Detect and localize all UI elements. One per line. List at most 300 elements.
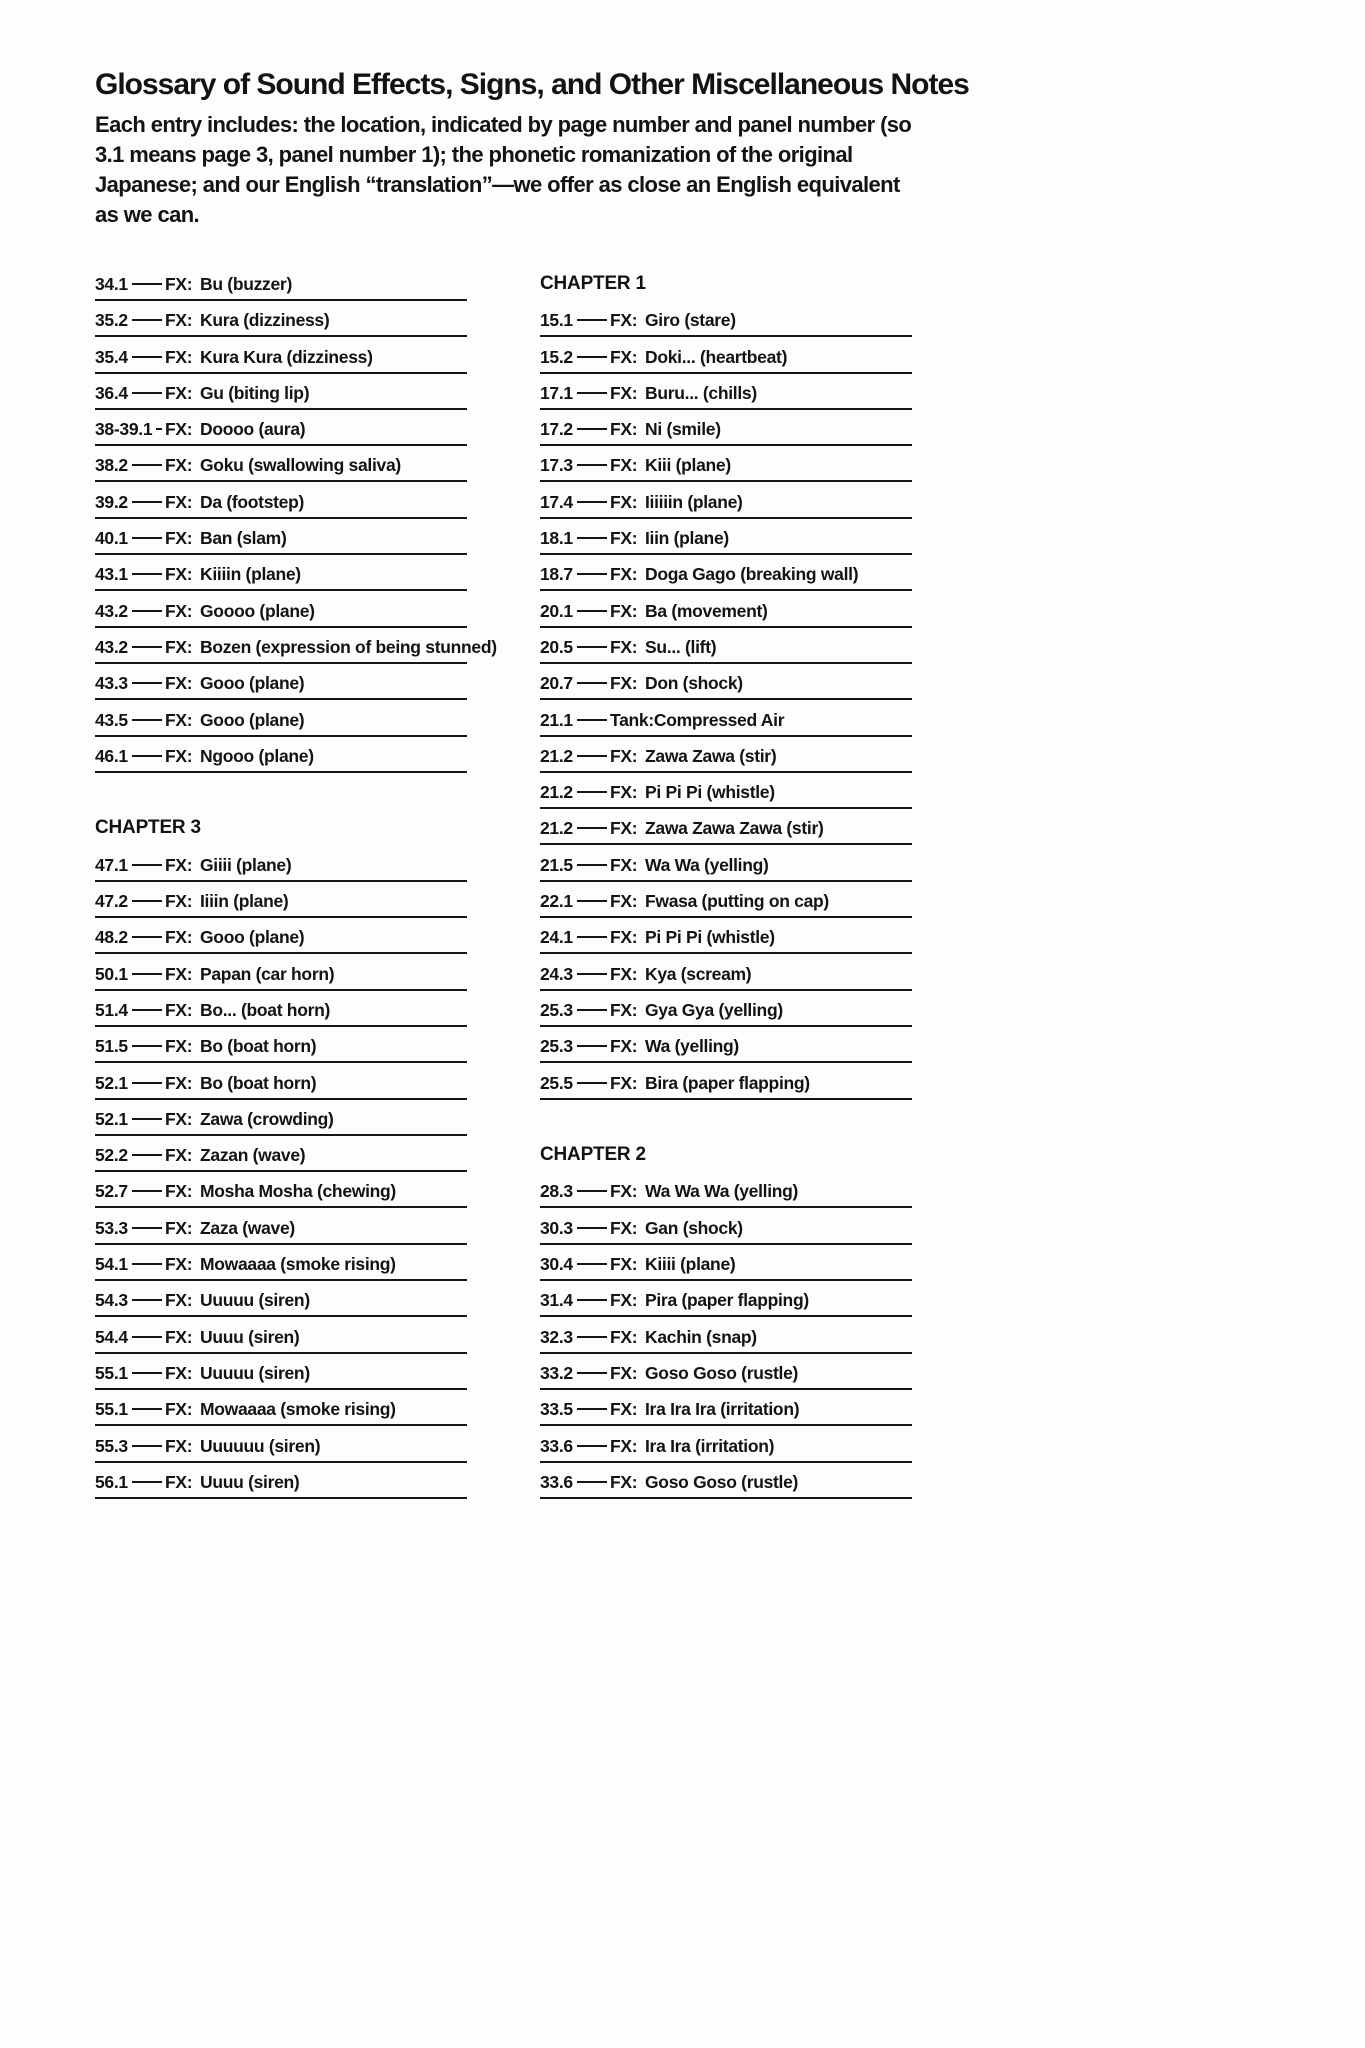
glossary-entry: [95, 1472, 467, 1508]
entry-location: 55.3: [95, 1435, 128, 1456]
entry-row: [95, 347, 467, 367]
entry-underline: [540, 1061, 912, 1063]
entry-location-group: [540, 528, 610, 548]
entry-row: [540, 855, 912, 875]
entry-label: FX:: [610, 999, 638, 1020]
dash-line: [577, 1045, 607, 1047]
entry-location-group: [95, 673, 165, 693]
entry-underline: [95, 1206, 467, 1208]
entry-row: [540, 637, 912, 657]
glossary-entry: [540, 782, 912, 818]
entry-location: 52.7: [95, 1181, 128, 1202]
glossary-entry: [540, 1327, 912, 1363]
entry-location-group: [95, 492, 165, 512]
glossary-entry: [540, 492, 912, 528]
entry-location: 20.5: [540, 636, 573, 657]
entry-underline: [95, 1279, 467, 1281]
dash-line: [132, 719, 162, 721]
dash-line: [577, 537, 607, 539]
entry-underline: [95, 1243, 467, 1245]
entry-label: FX:: [610, 1181, 638, 1202]
entry-underline: [540, 444, 912, 446]
entry-location: 20.7: [540, 673, 573, 694]
entry-text: Ira Ira Ira (irritation): [645, 1399, 800, 1420]
dash-line: [132, 1481, 162, 1483]
entry-underline: [540, 372, 912, 374]
entry-text: Goso Goso (rustle): [645, 1362, 799, 1383]
entry-label: FX:: [165, 455, 193, 476]
entry-text: Gooo (plane): [200, 709, 305, 730]
entry-label: FX:: [610, 1399, 638, 1420]
entry-text: Pi Pi Pi (whistle): [645, 927, 775, 948]
entry-row: [540, 1073, 912, 1093]
entry-location: 21.5: [540, 854, 573, 875]
glossary-entry: [540, 601, 912, 637]
entry-text: Bo (boat horn): [200, 1036, 317, 1057]
entry-list: [95, 274, 497, 782]
entry-location: 50.1: [95, 963, 128, 984]
entry-label: FX:: [610, 528, 638, 549]
entry-location-group: [95, 528, 165, 548]
entry-row: [95, 601, 467, 621]
entry-label: FX:: [165, 1471, 193, 1492]
entry-location-group: [95, 1109, 165, 1129]
entry-text: Bu (buzzer): [200, 274, 292, 294]
entry-label: FX:: [610, 1362, 638, 1383]
entry-underline: [540, 589, 912, 591]
entry-label: FX:: [610, 1290, 638, 1311]
dash-line: [577, 1372, 607, 1374]
glossary-entry: [540, 455, 912, 491]
entry-text: Pi Pi Pi (whistle): [645, 782, 775, 803]
entry-label: FX:: [610, 382, 638, 403]
entry-label: FX:: [165, 1072, 193, 1093]
entry-label: FX:: [165, 1108, 193, 1129]
entry-underline: [540, 1025, 912, 1027]
entry-row: [95, 310, 467, 330]
entry-label: FX:: [165, 636, 193, 657]
entry-underline: [95, 735, 467, 737]
entry-location: 25.5: [540, 1072, 573, 1093]
entry-location-group: [540, 673, 610, 693]
entry-location-group: [95, 1327, 165, 1347]
glossary-entry: [95, 891, 467, 927]
entry-label: FX:: [610, 927, 638, 948]
entry-location: 43.2: [95, 636, 128, 657]
entry-location-group: [95, 1472, 165, 1492]
entry-location: 54.3: [95, 1290, 128, 1311]
chapter-heading: CHAPTER 1: [540, 273, 646, 294]
entry-text: Iiiiiin (plane): [645, 491, 743, 512]
entry-location: 21.2: [540, 782, 573, 803]
entry-location-group: [540, 927, 610, 947]
entry-underline: [95, 1461, 467, 1463]
entry-location: 40.1: [95, 528, 128, 549]
entry-location: 51.5: [95, 1036, 128, 1057]
entry-location-group: [540, 601, 610, 621]
dash-line: [577, 1082, 607, 1084]
dash-line: [132, 392, 162, 394]
entry-row: [95, 1181, 467, 1201]
entry-location: 38.2: [95, 455, 128, 476]
entry-label: Tank:: [610, 709, 654, 730]
entry-location: 55.1: [95, 1399, 128, 1420]
dash-line: [577, 864, 607, 866]
dash-line: [577, 1445, 607, 1447]
entry-underline: [95, 480, 467, 482]
dash-line: [132, 501, 162, 503]
glossary-entry: [95, 528, 467, 564]
entry-row: [95, 1254, 467, 1274]
entry-label: FX:: [610, 600, 638, 621]
dash-line: [577, 755, 607, 757]
entry-list: [540, 310, 912, 1109]
entry-label: FX:: [165, 745, 193, 766]
entry-text: Ni (smile): [645, 419, 721, 440]
entry-row: [540, 818, 912, 838]
glossary-entry: [95, 1327, 467, 1363]
glossary-section: [540, 1145, 912, 1508]
dash-line: [132, 283, 162, 285]
entry-text: Wa Wa (yelling): [645, 854, 769, 875]
entry-underline: [95, 444, 467, 446]
entry-label: FX:: [165, 673, 193, 694]
dash-line: [132, 573, 162, 575]
entry-underline: [540, 408, 912, 410]
entry-text: Pira (paper flapping): [645, 1290, 809, 1311]
entry-underline: [540, 698, 912, 700]
entry-text: Zawa Zawa (stir): [645, 745, 777, 766]
entry-underline: [540, 735, 912, 737]
dash-line: [577, 1263, 607, 1265]
entry-underline: [540, 1206, 912, 1208]
entry-location-group: [540, 1218, 610, 1238]
entry-row: [95, 383, 467, 403]
glossary-entry: [540, 1290, 912, 1326]
entry-text: Giro (stare): [645, 310, 736, 331]
entry-underline: [540, 771, 912, 773]
entry-location-group: [95, 347, 165, 367]
entry-label: FX:: [610, 963, 638, 984]
entry-underline: [540, 1424, 912, 1426]
glossary-entry: [540, 637, 912, 673]
entry-underline: [95, 1315, 467, 1317]
entry-location-group: [540, 1036, 610, 1056]
entry-text: Uuuuuu (siren): [200, 1435, 321, 1456]
entry-location: 21.1: [540, 709, 573, 730]
entry-row: [95, 673, 467, 693]
entry-underline: [95, 1352, 467, 1354]
entry-label: FX:: [610, 782, 638, 803]
entry-underline: [540, 1352, 912, 1354]
entry-text: Wa Wa Wa (yelling): [645, 1181, 799, 1202]
glossary-entry: [95, 636, 497, 673]
dash-line: [132, 356, 162, 358]
glossary-entry: [540, 1181, 912, 1217]
entry-row: [540, 1399, 912, 1419]
entry-label: FX:: [610, 1471, 638, 1492]
entry-text: Ba (movement): [645, 600, 768, 621]
entry-text: Compressed Air: [653, 709, 785, 730]
entry-label: FX:: [610, 455, 638, 476]
dash-line: [577, 356, 607, 358]
entry-location-group: [540, 347, 610, 367]
dash-line: [577, 827, 607, 829]
entry-label: FX:: [165, 1326, 193, 1347]
entry-underline: [95, 698, 467, 700]
entry-underline: [540, 880, 912, 882]
page-title: Glossary of Sound Effects, Signs, and Other Miscellaneous Notes: [95, 68, 969, 101]
dash-line: [132, 1263, 162, 1265]
entry-location-group: [540, 964, 610, 984]
entry-row: [95, 419, 467, 439]
glossary-entry: [95, 492, 467, 528]
entry-location: 17.2: [540, 419, 573, 440]
entry-label: FX:: [165, 310, 193, 331]
entry-underline: [540, 807, 912, 809]
entry-underline: [95, 771, 467, 773]
dash-line: [577, 1299, 607, 1301]
dash-line: [577, 719, 607, 721]
entry-location-group: [540, 1399, 610, 1419]
entry-location: 46.1: [95, 745, 128, 766]
entry-location: 17.3: [540, 455, 573, 476]
glossary-entry: [95, 274, 467, 310]
entry-label: FX:: [165, 927, 193, 948]
dash-line: [577, 319, 607, 321]
entry-label: FX:: [165, 419, 193, 440]
entry-label: FX:: [165, 1181, 193, 1202]
entry-text: Goku (swallowing saliva): [200, 455, 401, 476]
entry-location-group: [540, 782, 610, 802]
entry-row: [540, 564, 912, 584]
entry-text: Goso Goso (rustle): [645, 1471, 799, 1492]
entry-location-group: [540, 637, 610, 657]
glossary-entry: [540, 927, 912, 963]
entry-location-group: [95, 1073, 165, 1093]
entry-location: 52.1: [95, 1108, 128, 1129]
entry-underline: [540, 989, 912, 991]
entry-underline: [95, 1388, 467, 1390]
entry-underline: [540, 662, 912, 664]
entry-text: Uuuuu (siren): [200, 1290, 310, 1311]
entry-location-group: [540, 818, 610, 838]
entry-row: [95, 1218, 467, 1238]
entry-text: Fwasa (putting on cap): [645, 891, 829, 912]
entry-underline: [95, 1497, 467, 1499]
entry-text: Kiiiin (plane): [200, 564, 301, 585]
entry-row: [540, 419, 912, 439]
dash-line: [577, 900, 607, 902]
entry-location: 55.1: [95, 1362, 128, 1383]
entry-row: [540, 1181, 912, 1201]
entry-row: [95, 855, 467, 875]
entry-text: Kachin (snap): [645, 1326, 757, 1347]
entry-location: 35.4: [95, 346, 128, 367]
entry-location-group: [95, 455, 165, 475]
entry-location-group: [540, 1000, 610, 1020]
entry-location-group: [540, 1327, 610, 1347]
entry-row: [95, 1000, 467, 1020]
entry-underline: [95, 880, 467, 882]
dash-line: [132, 1082, 162, 1084]
entry-location: 47.2: [95, 891, 128, 912]
dash-line: [132, 464, 162, 466]
glossary-entry: [95, 1218, 467, 1254]
entry-text: Buru... (chills): [645, 382, 757, 403]
dash-line: [577, 610, 607, 612]
entry-text: Doki... (heartbeat): [645, 346, 788, 367]
entry-text: Ira Ira (irritation): [645, 1435, 775, 1456]
dash-line: [132, 900, 162, 902]
entry-location-group: [95, 964, 165, 984]
entry-location: 30.3: [540, 1217, 573, 1238]
glossary-entry: [540, 419, 912, 455]
entry-label: FX:: [165, 963, 193, 984]
entry-row: [540, 1036, 912, 1056]
entry-location-group: [95, 1363, 165, 1383]
entry-text: Goooo (plane): [200, 600, 315, 621]
entry-location: 48.2: [95, 927, 128, 948]
entry-text: Da (footstep): [200, 491, 305, 512]
entry-location-group: [95, 927, 165, 947]
entry-row: [540, 1290, 912, 1310]
entry-location-group: [540, 1436, 610, 1456]
glossary-entry: [95, 1145, 467, 1181]
glossary-entry: [540, 855, 912, 891]
entry-row: [95, 746, 467, 766]
entry-label: FX:: [165, 382, 193, 403]
entry-text: Ngooo (plane): [200, 745, 314, 766]
entry-location: 43.3: [95, 673, 128, 694]
entry-location-group: [95, 710, 165, 730]
entry-location-group: [95, 1036, 165, 1056]
entry-row: [540, 455, 912, 475]
dash-line: [132, 537, 162, 539]
entry-text: Zazan (wave): [200, 1145, 306, 1166]
entry-text: Papan (car horn): [200, 963, 335, 984]
entry-underline: [95, 662, 467, 664]
entry-label: FX:: [610, 564, 638, 585]
dash-line: [577, 392, 607, 394]
entry-label: FX:: [165, 1254, 193, 1275]
entry-text: Kura (dizziness): [200, 310, 330, 331]
entry-label: FX:: [610, 1036, 638, 1057]
dash-line: [577, 1190, 607, 1192]
entry-label: FX:: [165, 564, 193, 585]
glossary-entry: [540, 1218, 912, 1254]
entry-underline: [95, 1424, 467, 1426]
entry-location-group: [540, 1472, 610, 1492]
entry-text: Mosha Mosha (chewing): [200, 1181, 396, 1202]
entry-text: Bozen (expression of being stunned): [200, 636, 497, 657]
entry-location: 33.2: [540, 1362, 573, 1383]
glossary-entry: [95, 601, 467, 637]
entry-row: [540, 891, 912, 911]
dash-line: [132, 1336, 162, 1338]
entry-location: 54.4: [95, 1326, 128, 1347]
entry-label: FX:: [165, 1217, 193, 1238]
glossary-entry: [95, 1181, 467, 1217]
entry-location-group: [540, 1254, 610, 1274]
entry-underline: [540, 916, 912, 918]
entry-underline: [95, 1170, 467, 1172]
entry-location-group: [540, 419, 610, 439]
entry-row: [95, 1472, 467, 1492]
entry-row: [95, 1109, 467, 1129]
glossary-entry: [95, 455, 467, 491]
entry-underline: [540, 626, 912, 628]
glossary-entry: [540, 564, 912, 600]
entry-location: 24.3: [540, 963, 573, 984]
entry-underline: [95, 1098, 467, 1100]
entry-underline: [95, 1134, 467, 1136]
entry-location: 30.4: [540, 1254, 573, 1275]
entry-underline: [95, 626, 467, 628]
entry-location-group: [95, 1254, 165, 1274]
entry-underline: [540, 952, 912, 954]
entry-row: [95, 1363, 467, 1383]
glossary-entry: [540, 528, 912, 564]
entry-row: [540, 310, 912, 330]
entry-location: 38-39.1: [95, 419, 153, 440]
entry-location-group: [540, 891, 610, 911]
entry-underline: [540, 480, 912, 482]
entry-row: [95, 1436, 467, 1456]
entry-location-group: [540, 492, 610, 512]
dash-line: [577, 682, 607, 684]
glossary-columns: [95, 274, 1305, 1508]
entry-row: [540, 383, 912, 403]
entry-row: [95, 1290, 467, 1310]
glossary-entry: [540, 347, 912, 383]
entry-label: FX:: [165, 600, 193, 621]
glossary-section: [95, 274, 497, 782]
entry-text: Bira (paper flapping): [645, 1072, 810, 1093]
entry-text: Uuuu (siren): [200, 1471, 300, 1492]
entry-label: FX:: [610, 636, 638, 657]
dash-line: [577, 501, 607, 503]
glossary-entry: [540, 964, 912, 1000]
glossary-entry: [95, 419, 467, 455]
glossary-entry: [95, 1399, 467, 1435]
dash-line: [132, 610, 162, 612]
entry-label: FX:: [165, 491, 193, 512]
entry-location: 43.1: [95, 564, 128, 585]
entry-location-group: [95, 419, 165, 439]
page-intro: Each entry includes: the location, indicated by page number and panel number (so 3.1 means page 3, panel number 1); the phonetic romanization of the original Japanese; and our English “translation”—we offer as close an English equivalent as we can.: [95, 112, 912, 227]
dash-line: [577, 1408, 607, 1410]
glossary-entry: [95, 710, 467, 746]
dash-line: [577, 973, 607, 975]
entry-label: FX:: [165, 1362, 193, 1383]
entry-text: Don (shock): [645, 673, 743, 694]
entry-text: Uuuuu (siren): [200, 1362, 310, 1383]
entry-underline: [95, 553, 467, 555]
entry-location: 18.1: [540, 528, 573, 549]
dash-line: [132, 1118, 162, 1120]
dash-line: [132, 1408, 162, 1410]
glossary-entry: [540, 383, 912, 419]
entry-text: Zawa (crowding): [200, 1108, 334, 1129]
entry-label: FX:: [165, 999, 193, 1020]
entry-underline: [95, 1025, 467, 1027]
entry-text: Kya (scream): [645, 963, 752, 984]
glossary-entry: [95, 964, 467, 1000]
entry-location: 39.2: [95, 491, 128, 512]
entry-location-group: [540, 455, 610, 475]
glossary-entry: [95, 347, 467, 383]
